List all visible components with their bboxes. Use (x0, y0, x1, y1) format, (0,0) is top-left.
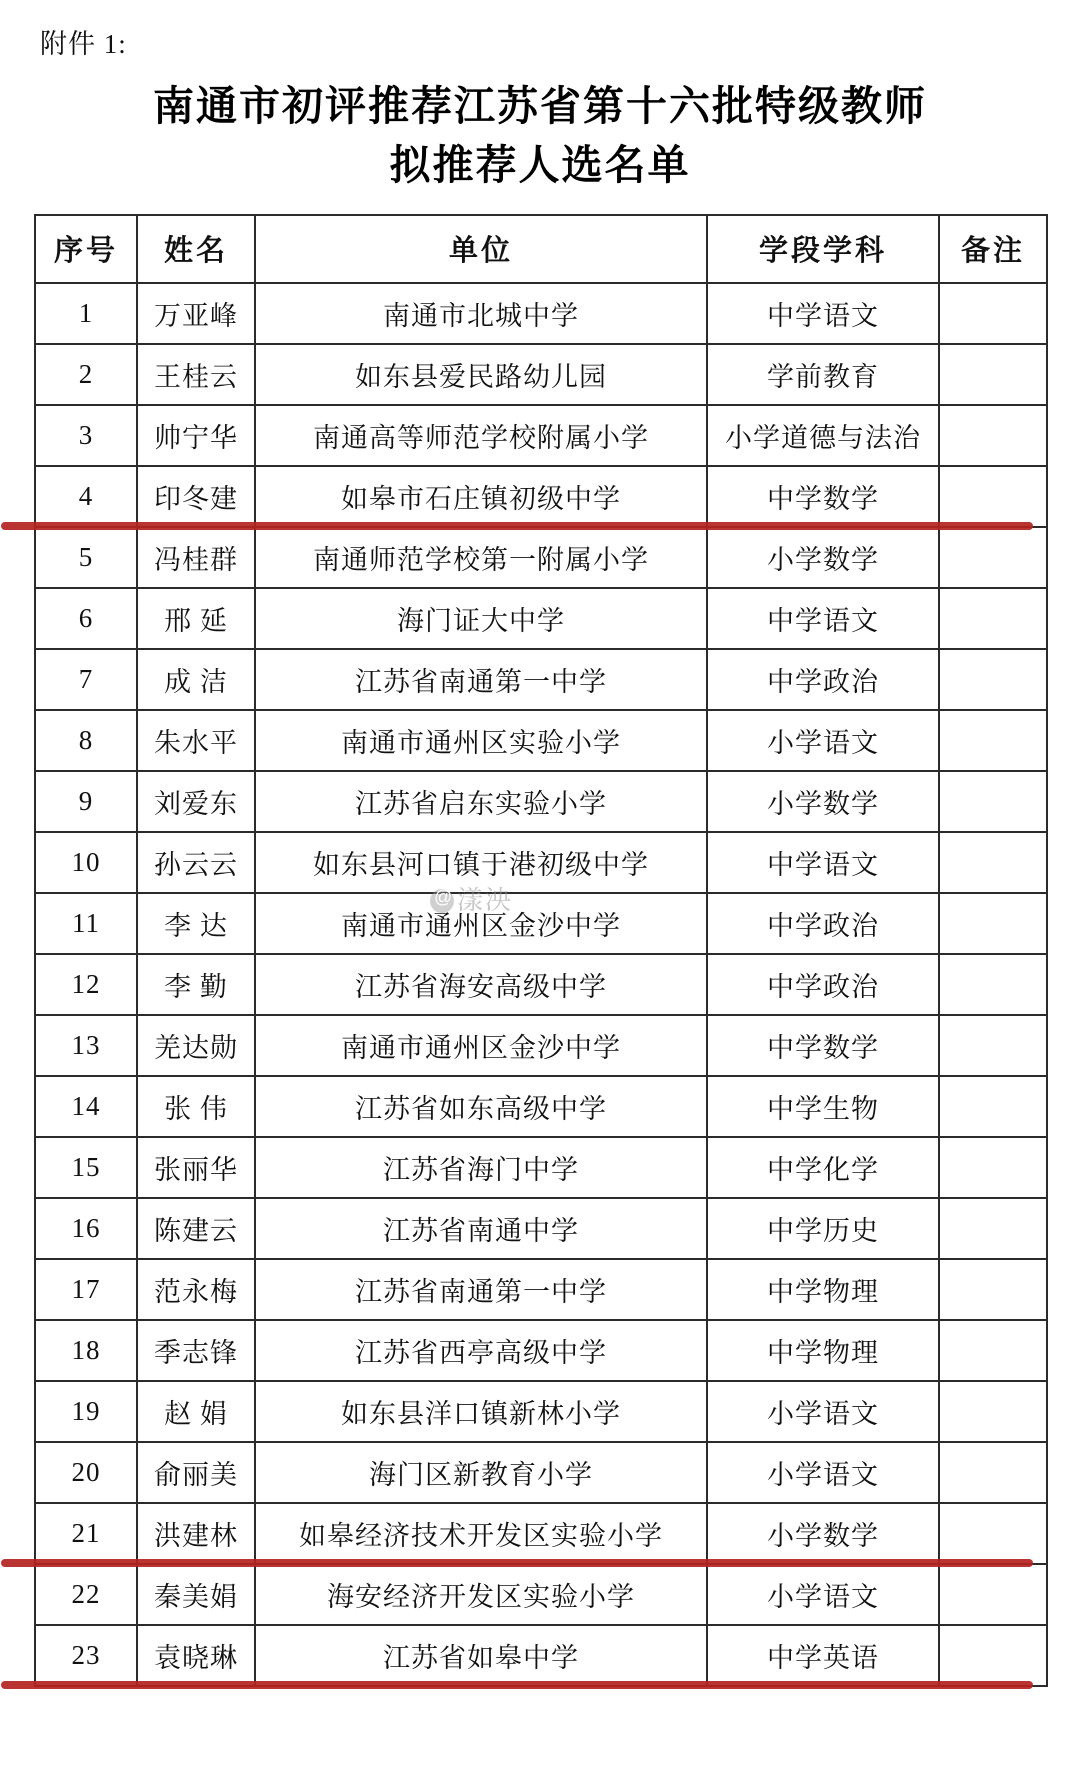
cell-note (939, 344, 1047, 405)
cell-subject: 小学数学 (707, 771, 939, 832)
table-row (35, 1381, 1047, 1442)
cell-name: 王桂云 (137, 344, 255, 405)
cell-unit: 如皋市石庄镇初级中学 (255, 466, 707, 527)
cell-name: 秦美娟 (137, 1564, 255, 1625)
cell-name: 范永梅 (137, 1259, 255, 1320)
cell-note (939, 1015, 1047, 1076)
cell-index: 10 (35, 832, 137, 893)
cell-name: 成 洁 (137, 649, 255, 710)
cell-subject: 中学政治 (707, 954, 939, 1015)
table-row (35, 1137, 1047, 1198)
cell-name: 俞丽美 (137, 1442, 255, 1503)
cell-unit: 江苏省南通第一中学 (255, 1259, 707, 1320)
cell-unit: 如皋经济技术开发区实验小学 (255, 1503, 707, 1564)
table-row (35, 1320, 1047, 1381)
cell-note (939, 1625, 1047, 1686)
table-row (35, 710, 1047, 771)
cell-note (939, 466, 1047, 527)
cell-index: 20 (35, 1442, 137, 1503)
table-row (35, 1259, 1047, 1320)
cell-name: 季志锋 (137, 1320, 255, 1381)
cell-unit: 江苏省启东实验小学 (255, 771, 707, 832)
cell-note (939, 893, 1047, 954)
cell-index: 17 (35, 1259, 137, 1320)
table-body (35, 283, 1047, 1686)
page-title-line-2: 拟推荐人选名单 (389, 142, 691, 189)
cell-unit: 江苏省南通中学 (255, 1198, 707, 1259)
cell-name: 印冬建 (137, 466, 255, 527)
cell-unit: 南通高等师范学校附属小学 (255, 405, 707, 466)
table-row (35, 771, 1047, 832)
cell-index: 18 (35, 1320, 137, 1381)
cell-name: 张 伟 (137, 1076, 255, 1137)
cell-index: 15 (35, 1137, 137, 1198)
column-header-unit: 单位 (255, 215, 707, 283)
cell-note (939, 1137, 1047, 1198)
cell-subject: 中学语文 (707, 588, 939, 649)
table-row (35, 1015, 1047, 1076)
cell-note (939, 710, 1047, 771)
cell-name: 张丽华 (137, 1137, 255, 1198)
cell-name: 袁晓琳 (137, 1625, 255, 1686)
table-row (35, 466, 1047, 527)
cell-index: 12 (35, 954, 137, 1015)
cell-subject: 小学道德与法治 (707, 405, 939, 466)
table-row (35, 832, 1047, 893)
cell-note (939, 1381, 1047, 1442)
cell-subject: 中学语文 (707, 283, 939, 344)
cell-name: 李 勤 (137, 954, 255, 1015)
cell-subject: 中学化学 (707, 1137, 939, 1198)
cell-subject: 中学政治 (707, 893, 939, 954)
cell-subject: 小学语文 (707, 1442, 939, 1503)
cell-unit: 海安经济开发区实验小学 (255, 1564, 707, 1625)
cell-unit: 江苏省海门中学 (255, 1137, 707, 1198)
cell-name: 刘爱东 (137, 771, 255, 832)
cell-note (939, 588, 1047, 649)
cell-name: 李 达 (137, 893, 255, 954)
cell-unit: 南通市通州区金沙中学 (255, 1015, 707, 1076)
table-row (35, 893, 1047, 954)
cell-note (939, 1503, 1047, 1564)
cell-unit: 江苏省如东高级中学 (255, 1076, 707, 1137)
table-row (35, 954, 1047, 1015)
table-row (35, 1076, 1047, 1137)
cell-subject: 中学历史 (707, 1198, 939, 1259)
cell-subject: 中学生物 (707, 1076, 939, 1137)
cell-index: 9 (35, 771, 137, 832)
cell-index: 5 (35, 527, 137, 588)
cell-index: 13 (35, 1015, 137, 1076)
cell-unit: 江苏省南通第一中学 (255, 649, 707, 710)
table-row (35, 527, 1047, 588)
table-row (35, 649, 1047, 710)
table-row (35, 588, 1047, 649)
cell-name: 洪建林 (137, 1503, 255, 1564)
cell-unit: 南通市通州区实验小学 (255, 710, 707, 771)
cell-index: 3 (35, 405, 137, 466)
column-header-name: 姓名 (137, 215, 255, 283)
table-header-row (35, 215, 1047, 283)
cell-note (939, 405, 1047, 466)
cell-note (939, 954, 1047, 1015)
cell-index: 1 (35, 283, 137, 344)
cell-index: 23 (35, 1625, 137, 1686)
cell-name: 陈建云 (137, 1198, 255, 1259)
cell-subject: 中学政治 (707, 649, 939, 710)
cell-subject: 学前教育 (707, 344, 939, 405)
watermark-text: 漾泱 (457, 885, 514, 915)
page-title (34, 77, 1046, 196)
cell-unit: 江苏省如皋中学 (255, 1625, 707, 1686)
column-header-index: 序号 (35, 215, 137, 283)
cell-note (939, 1198, 1047, 1259)
cell-unit: 如东县河口镇于港初级中学 (255, 832, 707, 893)
cell-name: 邢 延 (137, 588, 255, 649)
cell-unit: 如东县洋口镇新林小学 (255, 1381, 707, 1442)
cell-index: 19 (35, 1381, 137, 1442)
cell-name: 羌达勋 (137, 1015, 255, 1076)
cell-name: 冯桂群 (137, 527, 255, 588)
cell-subject: 中学物理 (707, 1320, 939, 1381)
cell-index: 16 (35, 1198, 137, 1259)
cell-subject: 中学数学 (707, 466, 939, 527)
table-row (35, 283, 1047, 344)
cell-note (939, 649, 1047, 710)
table-row (35, 344, 1047, 405)
cell-note (939, 1442, 1047, 1503)
cell-subject: 小学数学 (707, 527, 939, 588)
cell-note (939, 283, 1047, 344)
cell-unit: 海门区新教育小学 (255, 1442, 707, 1503)
cell-unit: 江苏省海安高级中学 (255, 954, 707, 1015)
cell-subject: 中学语文 (707, 832, 939, 893)
cell-index: 6 (35, 588, 137, 649)
cell-unit: 江苏省西亭高级中学 (255, 1320, 707, 1381)
table-row (35, 1442, 1047, 1503)
cell-unit: 南通师范学校第一附属小学 (255, 527, 707, 588)
cell-note (939, 1076, 1047, 1137)
cell-name: 朱水平 (137, 710, 255, 771)
cell-index: 14 (35, 1076, 137, 1137)
cell-unit: 南通市北城中学 (255, 283, 707, 344)
cell-name: 孙云云 (137, 832, 255, 893)
cell-unit: 如东县爱民路幼儿园 (255, 344, 707, 405)
cell-index: 7 (35, 649, 137, 710)
cell-subject: 中学数学 (707, 1015, 939, 1076)
attachment-label: 附件 1: (40, 29, 127, 59)
table-row (35, 1198, 1047, 1259)
cell-note (939, 771, 1047, 832)
table-row (35, 1625, 1047, 1686)
cell-subject: 小学语文 (707, 1564, 939, 1625)
cell-note (939, 527, 1047, 588)
cell-unit: 南通市通州区金沙中学 (255, 893, 707, 954)
cell-index: 22 (35, 1564, 137, 1625)
cell-index: 21 (35, 1503, 137, 1564)
recommendation-table (34, 214, 1048, 1687)
cell-subject: 中学英语 (707, 1625, 939, 1686)
cell-subject: 小学数学 (707, 1503, 939, 1564)
column-header-note: 备注 (939, 215, 1047, 283)
cell-name: 帅宁华 (137, 405, 255, 466)
cell-subject: 小学语文 (707, 1381, 939, 1442)
cell-name: 赵 娟 (137, 1381, 255, 1442)
column-header-subject: 学段学科 (707, 215, 939, 283)
cell-index: 2 (35, 344, 137, 405)
cell-note (939, 1320, 1047, 1381)
table-row (35, 405, 1047, 466)
cell-index: 4 (35, 466, 137, 527)
cell-unit: 海门证大中学 (255, 588, 707, 649)
cell-name: 万亚峰 (137, 283, 255, 344)
table-row (35, 1503, 1047, 1564)
page-title-line-1: 南通市初评推荐江苏省第十六批特级教师 (153, 83, 927, 129)
cell-subject: 小学语文 (707, 710, 939, 771)
cell-note (939, 832, 1047, 893)
cell-index: 8 (35, 710, 137, 771)
cell-note (939, 1259, 1047, 1320)
cell-subject: 中学物理 (707, 1259, 939, 1320)
table-row (35, 1564, 1047, 1625)
cell-index: 11 (35, 893, 137, 954)
cell-note (939, 1564, 1047, 1625)
